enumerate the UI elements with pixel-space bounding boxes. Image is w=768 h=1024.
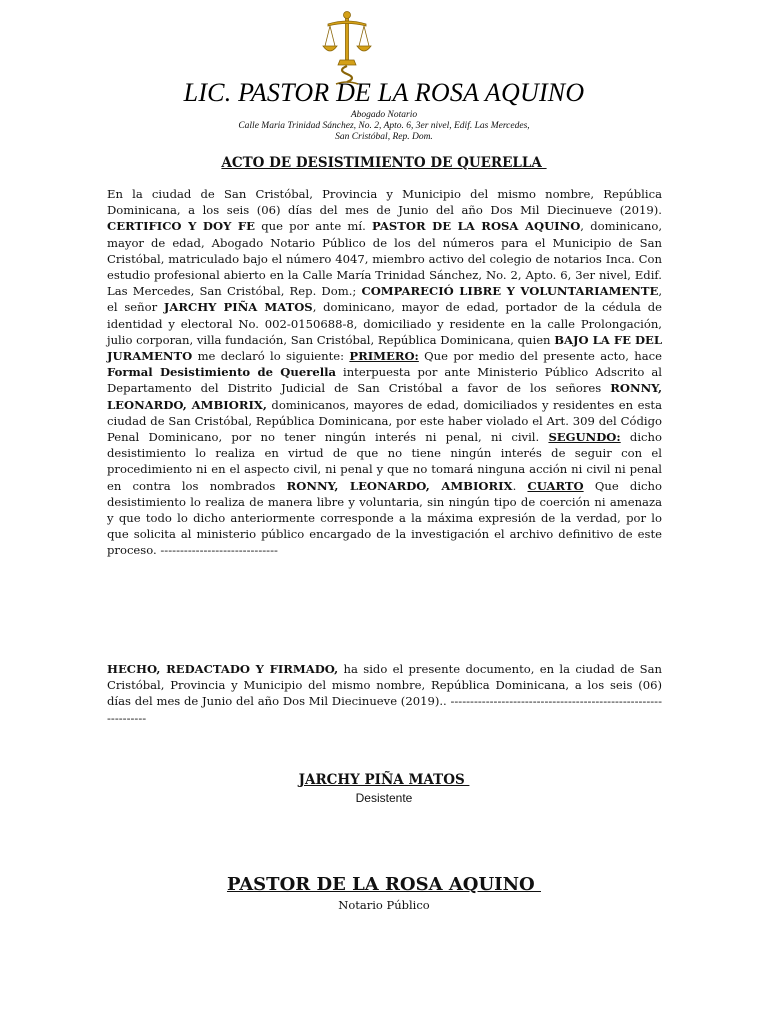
text-segment: dominicanos, mayores de edad, domiciliados y residentes en esta ciudad de San Cristóbal, República Dominicana, por este haber violado el Art. 309 del Código Penal Dominicano, por no tener ningún interés ni penal, ni civil. xyxy=(107,397,662,445)
text-segment: En la ciudad de San Cristóbal, Provincia y Municipio del mismo nombre, República Dominicana, a los seis (06) días del mes de Junio del año Dos Mil Diecinueve (2019). xyxy=(107,187,662,218)
body-paragraph-1 xyxy=(107,186,662,559)
text-segment: SEGUNDO: xyxy=(548,430,621,445)
text-segment: COMPARECIÓ LIBRE Y VOLUNTARIAMENTE xyxy=(361,284,659,299)
text-segment: que por ante mí. xyxy=(254,219,372,234)
text-segment: PASTOR DE LA ROSA AQUINO xyxy=(372,219,581,234)
text-segment: ha sido el presente documento, en la ciudad de San Cristóbal, Provincia y Municipio del mismo nombre, República Dominicana, a los seis (06) días del mes de Junio del año Dos Mil Diecinueve (2019).. ---------------------------------------------------------------- xyxy=(107,662,662,725)
text-segment: CUARTO xyxy=(527,478,584,493)
text-segment: HECHO, REDACTADO Y FIRMADO, xyxy=(107,662,339,676)
notary-letterhead-name: LIC. PASTOR DE LA ROSA AQUINO xyxy=(183,78,585,107)
text-segment: Formal Desistimiento de Querella xyxy=(107,365,337,380)
text-segment: CERTIFICO Y DOY FE xyxy=(107,219,255,234)
notary-signature-role: Notario Público xyxy=(338,898,430,912)
text-segment: RONNY, LEONARDO, AMBIORIX, xyxy=(107,381,662,412)
text-segment: . xyxy=(512,478,528,493)
text-segment: me declaró lo siguiente: xyxy=(192,349,350,364)
desistente-signature-name: JARCHY PIÑA MATOS xyxy=(298,772,470,788)
text-segment: , dominicano, mayor de edad, Abogado Notario Público de los del números para el Municipio de San Cristóbal, matriculado bajo el número 4047, miembro activo del colegio de notarios Inca. Con estudio profesional abierto en la Calle María Trinidad Sánchez, No. 2, Apto. 6, 3er nivel, Edif. Las Mercedes, San Cristóbal, Rep. Dom.; xyxy=(107,219,663,299)
text-segment: BAJO LA FE DEL JURAMENTO xyxy=(107,332,663,364)
desistente-signature-role: Desistente xyxy=(355,791,413,805)
text-segment: RONNY, LEONARDO, AMBIORIX xyxy=(286,478,513,493)
text-segment: , dominicano, mayor de edad, portador de la cédula de identidad y electoral No. 002-0150688-8, domiciliado y residente en la calle Prolongación, julio corporan, villa fundación, San Cristóbal, República Dominicana, quien xyxy=(107,300,662,347)
text-segment: Que dicho desistimiento lo realiza de manera libre y voluntaria, sin ningún tipo de coerción ni amenaza y que todo lo dicho anteriormente corresponde a la máxima expresión de la verdad, por lo que solicita al ministerio público encargado de la investigación el archivo definitivo de este proceso. ------------------------------ xyxy=(107,478,662,558)
scales-of-justice-icon xyxy=(322,10,372,86)
notary-address-line-1: Calle Maria Trinidad Sánchez, No. 2, Apto. 6, 3er nivel, Edif. Las Mercedes, xyxy=(238,121,530,131)
text-segment: interpuesta por ante Ministerio Público Adscrito al Departamento del Distrito Judicial de San Cristóbal a favor de los señores xyxy=(107,365,662,396)
text-segment: PRIMERO: xyxy=(349,349,419,364)
text-segment: JARCHY PIÑA MATOS xyxy=(163,300,313,315)
document-title: ACTO DE DESISTIMIENTO DE QUERELLA xyxy=(221,155,547,171)
notary-letterhead-title: Abogado Notario xyxy=(350,110,418,120)
notary-signature-name: PASTOR DE LA ROSA AQUINO xyxy=(226,874,541,895)
text-segment: , el señor xyxy=(107,284,662,315)
text-segment: Que por medio del presente acto, hace xyxy=(418,349,662,364)
text-segment: dicho desistimiento lo realiza en virtud de que no tiene ningún interés de seguir con el procedimiento ni en el aspecto civil, ni penal y que no tomará ninguna acción ni civil ni penal en contra los nombrados xyxy=(107,430,662,493)
body-paragraph-2 xyxy=(107,661,662,726)
notary-address-line-2: San Cristóbal, Rep. Dom. xyxy=(335,132,433,142)
